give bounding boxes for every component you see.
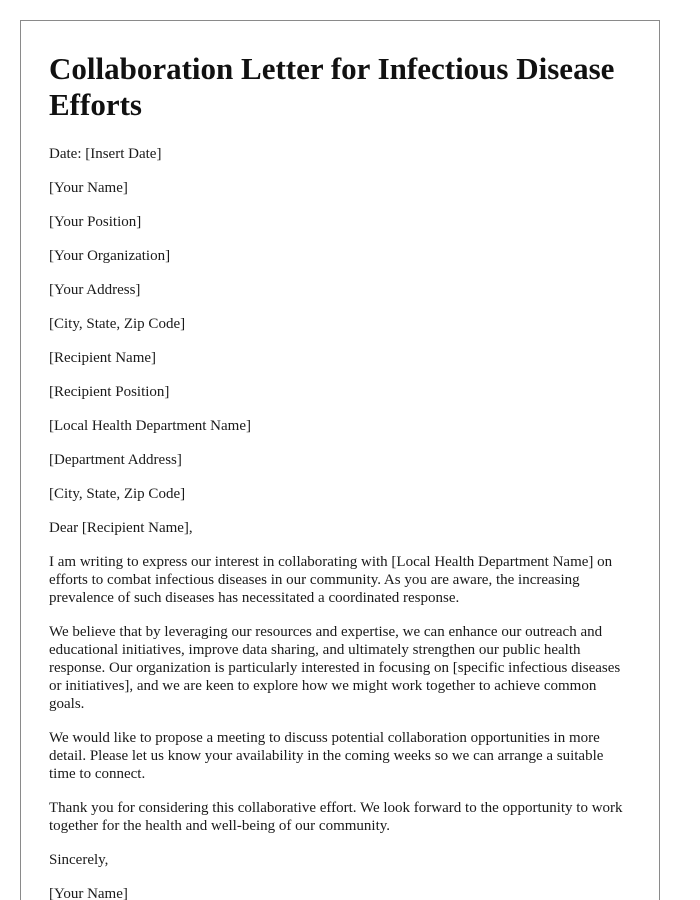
sender-address: [Your Address] (49, 282, 141, 298)
body-paragraph-1: I am writing to express our interest in collaborating with [Local Health Department Name] on efforts to combat infectious diseases in our community. As you are aware, the increasing prevalence of such diseases has necessitated a coordinated response. (49, 554, 613, 606)
recipient-address: [Department Address] (49, 452, 182, 468)
recipient-city-state-zip: [City, State, Zip Code] (49, 486, 186, 502)
signature-name: [Your Name] (49, 886, 128, 900)
sender-position: [Your Position] (49, 214, 142, 230)
body-paragraph-4: Thank you for considering this collaborative effort. We look forward to the opportunity to work together for the health and well-being of our community. (49, 800, 623, 834)
salutation: Dear [Recipient Name], (49, 520, 193, 536)
date-line: Date: [Insert Date] (49, 146, 162, 162)
recipient-department: [Local Health Department Name] (49, 418, 251, 434)
body-paragraph-3: We would like to propose a meeting to discuss potential collaboration opportunities in more detail. Please let us know your availability in the coming weeks so we can arrange a suitable time to connect. (49, 730, 604, 782)
closing: Sincerely, (49, 852, 109, 868)
letter-title: Collaboration Letter for Infectious Disease Efforts (49, 51, 615, 122)
sender-organization: [Your Organization] (49, 248, 171, 264)
letter-page (20, 20, 660, 900)
recipient-position: [Recipient Position] (49, 384, 170, 400)
recipient-name: [Recipient Name] (49, 350, 157, 366)
body-paragraph-2: We believe that by leveraging our resources and expertise, we can enhance our outreach and educational initiatives, improve data sharing, and ultimately strengthen our public health response. Our organization is particularly interested in focusing on [specific infectious diseases or initiatives], and we are keen to explore how we might work together to achieve common goals. (49, 624, 621, 712)
sender-name: [Your Name] (49, 180, 128, 196)
sender-city-state-zip: [City, State, Zip Code] (49, 316, 186, 332)
